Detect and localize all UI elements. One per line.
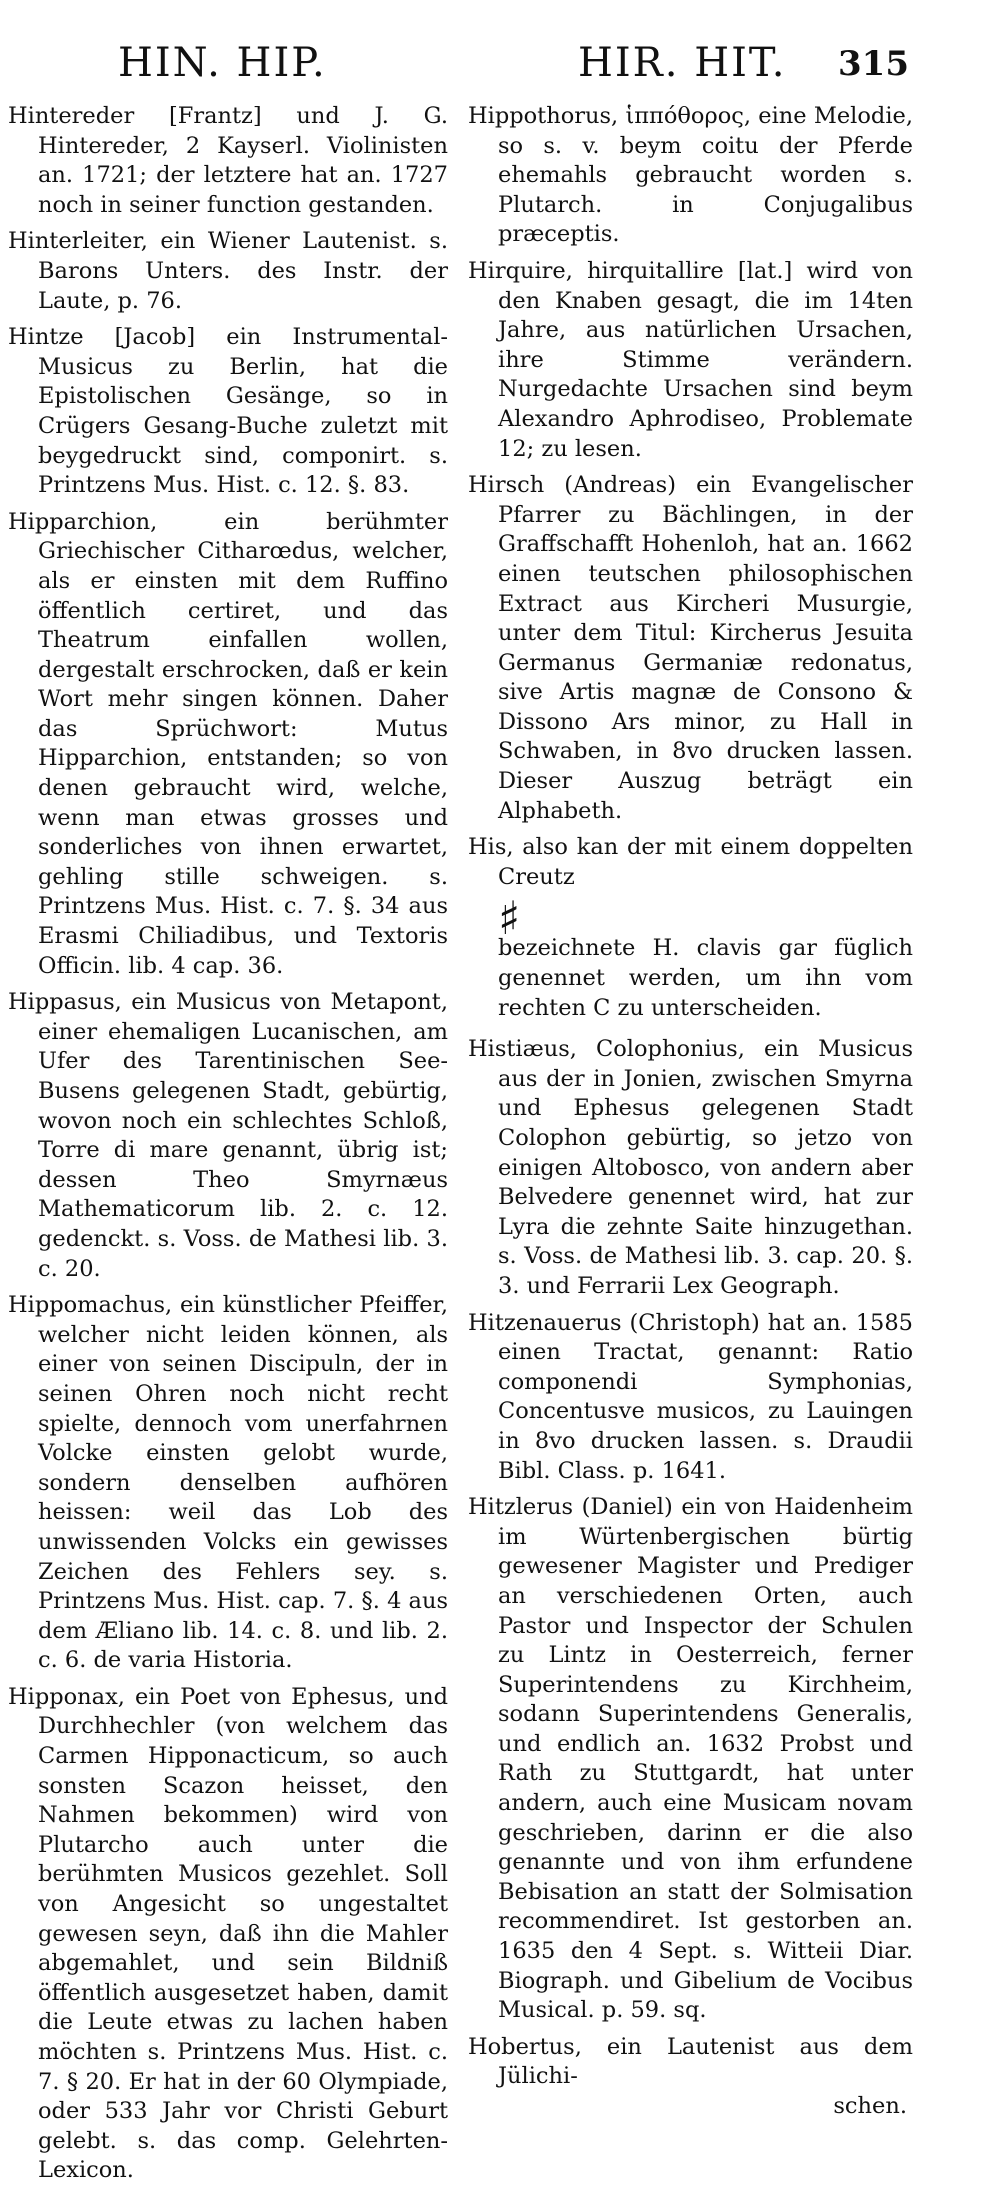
his-text-after: bezeichnete H. clavis gar füglich genennet werden, um ihn vom rechten C zu unterscheiden.: [498, 935, 913, 1021]
entry-hippomachus: Hippomachus, ein künstlicher Pfeiffer, welcher nicht leiden können, als einer von seinen Discipuln, der in seinen Ohren noch nicht recht spielte, dennoch vom unerfahrnen Volcke einsten gelobt wurde, sondern denselben aufhören heissen: weil das Lob des unwissenden Volcks ein gewisses Zeichen des Fehlers sey. s. Printzens Mus. Hist. cap. 7. §. 4 aus dem Æliano lib. 14. c. 8. und lib. 2. c. 6. de varia Historia.: [8, 1292, 448, 1674]
entry-histiaeus: Histiæus, Colophonius, ein Musicus aus der in Jonien, zwischen Smyrna und Ephesus gelegenen Stadt Colophon gebürtig, so jetzo von einigen Altobosco, von andern aber Belvedere genennet wird, hat zur Lyra die zehnte Saite hinzugethan. s. Voss. de Mathesi lib. 3. cap. 20. §. 3. und Ferrarii Lex Geograph.: [468, 1036, 913, 1299]
entry-hintze: Hintze [Jacob] ein Instrumental-Musicus zu Berlin, hat die Epistolischen Gesänge, so in Crügers Gesang-Buche zuletzt mit beygedruckt sind, componirt. s. Printzens Mus. Hist. c. 12. §. 83.: [8, 324, 448, 499]
right-running-head: HIR. HIT.: [578, 40, 787, 86]
entry-hirsch: Hirsch (Andreas) ein Evangelischer Pfarrer zu Bächlingen, in der Graffschafft Hohenloh, hat an. 1662 einen teutschen philosophischen Extract aus Kircheri Musurgie, unter dem Titul: Kircherus Jesuita Germanus Germaniæ redonatus, sive Artis magnæ de Consono & Dissono Ars minor, zu Hall in Schwaben, in 8vo drucken lassen. Dieser Auszug beträgt ein Alphabeth.: [468, 472, 913, 824]
his-text-before: His, also kan der mit einem doppelten Creutz: [468, 834, 913, 890]
entry-hirquire: Hirquire, hirquitallire [lat.] wird von den Knaben gesagt, die im 14ten Jahre, aus natürlichen Ursachen, ihre Stimme verändern. Nurgedachte Ursachen sind beym Alexandro Aphrodiseo, Problemate 12; zu lesen.: [468, 257, 913, 462]
entry-hitzenauerus: Hitzenauerus (Christoph) hat an. 1585 einen Tractat, genannt: Ratio componendi Symphonias, Concentusve musicos, zu Lauingen in 8vo drucken lassen. s. Draudii Bibl. Class. p. 1641.: [468, 1309, 913, 1484]
page-header: [0, 40, 1000, 100]
left-running-head: HIN. HIP.: [118, 40, 327, 86]
entry-hipparchion: Hipparchion, ein berühmter Griechischer Citharœdus, welcher, als er einsten mit dem Ruffino öffentlich certiret, und das Theatrum einfallen wollen, dergestalt erschrocken, daß er kein Wort mehr singen können. Daher das Sprüchwort: Mutus Hipparchion, entstanden; so von denen gebraucht wird, welche, wenn man etwas grosses und sonderliches von ihnen erwartet, gehling stille schweigen. s. Printzens Mus. Hist. c. 7. §. 34 aus Erasmi Chiliadibus, und Textoris Officin. lib. 4 cap. 36.: [8, 508, 448, 979]
entry-hobertus: Hobertus, ein Lautenist aus dem Jülichi-: [468, 2033, 913, 2090]
entry-his: [468, 833, 913, 1023]
entry-hipponax: Hipponax, ein Poet von Ephesus, und Durchhechler (von welchem das Carmen Hipponacticum, so auch sonsten Scazon heisset, den Nahmen bekommen) wird von Plutarcho auch unter die berühmten Musicos gezehlet. Soll von Angesicht so ungestaltet gewesen seyn, daß ihn die Mahler abgemahlet, und sein Bildniß öffentlich ausgesetzet haben, damit die Leute etwas zu lachen haben möchten s. Printzens Mus. Hist. c. 7. § 20. Er hat in der 60 Olympiade, oder 533 Jahr vor Christi Geburt gelebt. s. das comp. Gelehrten-Lexicon.: [8, 1683, 448, 2184]
left-column: [8, 102, 448, 2193]
page-number: 315: [838, 44, 909, 84]
entry-hitzlerus: Hitzlerus (Daniel) ein von Haidenheim im Würtenbergischen bürtig gewesener Magister und Prediger an verschiedenen Orten, auch Pastor und Inspector der Schulen zu Lintz in Oesterreich, ferner Superintendens zu Kirchheim, sodann Superintendens Generalis, und endlich an. 1632 Probst und Rath zu Stuttgardt, hat unter andern, auch eine Musicam novam geschrieben, darinn er die also genannte und von ihm erfundene Bebisation an statt der Solmisation recommendiret. Ist gestorben an. 1635 den 4 Sept. s. Witteii Diar. Biograph. und Gibelium de Vocibus Musical. p. 59. sq.: [468, 1494, 913, 2024]
right-column: [468, 102, 913, 2129]
entry-hippothorus: Hippothorus, ἱππόθορος, eine Melodie, so s. v. beym coitu der Pferde ehemahls gebraucht worden s. Plutarch. in Conjugalibus præceptis.: [468, 103, 913, 248]
entry-hinterleiter: Hinterleiter, ein Wiener Lautenist. s. Barons Unters. des Instr. der Laute, p. 76.: [8, 228, 448, 314]
entry-hobertus-tail: schen.: [833, 2093, 907, 2119]
double-sharp-icon: ♯: [498, 891, 521, 946]
entry-hintereder: Hintereder [Frantz] und J. G. Hintereder, 2 Kayserl. Violinisten an. 1721; der letztere hat an. 1727 noch in seiner function gestanden.: [8, 103, 448, 218]
entry-hippasus: Hippasus, ein Musicus von Metapont, einer ehemaligen Lucanischen, am Ufer des Tarentinischen See-Busens gelegenen Stadt, gebürtig, wovon noch ein schlechtes Schloß, Torre di mare genannt, übrig ist; dessen Theo Smyrnæus Mathematicorum lib. 2. c. 12. gedenckt. s. Voss. de Mathesi lib. 3. c. 20.: [8, 989, 448, 1282]
